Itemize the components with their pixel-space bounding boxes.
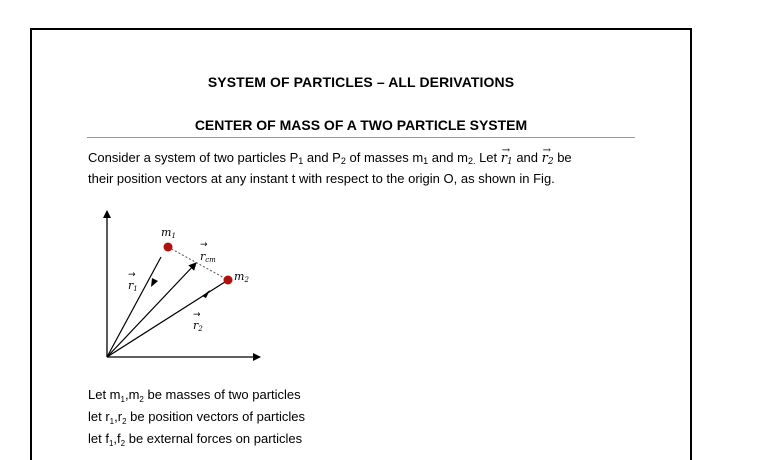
intro-line-2: their position vectors at any instant t with respect to the origin O, as shown in Fig.: [88, 171, 555, 186]
list-item: let $r_1,r_2$ be position vectors of particles: [88, 409, 306, 426]
label-r2: r2: [193, 319, 203, 333]
label-rcm: rcm: [200, 250, 216, 264]
vector-r1: → $r_1$: [500, 145, 513, 167]
list-item: let $f_1,f_2$ be external forces on particles: [88, 431, 303, 448]
r2-arrowhead: [202, 290, 210, 298]
list-item: Let $m_1,m_2$ be masses of two particles: [88, 387, 301, 404]
rcm-vector: [107, 263, 196, 357]
r1-arrowhead: [151, 278, 158, 287]
rcm-arrow-glyph: →: [200, 240, 208, 250]
label-m2: m2: [234, 270, 249, 284]
r1-arrow-glyph: →: [128, 270, 136, 280]
m1-m2-dotted-line: [168, 247, 228, 280]
r2-vector: [107, 280, 228, 357]
section-title: CENTER OF MASS OF A TWO PARTICLE SYSTEM: [194, 117, 528, 133]
document-page: [30, 28, 692, 460]
particle-m2: [224, 276, 233, 285]
intro-paragraph: [88, 145, 648, 189]
section-divider: [87, 137, 635, 138]
label-r1: r1: [128, 279, 138, 293]
document-title: SYSTEM OF PARTICLES – ALL DERIVATIONS: [207, 74, 515, 90]
definition-list: [88, 384, 488, 450]
label-m1: m1: [161, 226, 176, 240]
particle-m1: [164, 243, 173, 252]
intro-line-1: Consider a system of two particles $P_1$ and $P_2$ of masses $m_1$ and $m_{2.}$ Let → $r_1$ and → $r_2$ be: [88, 145, 572, 167]
vector-r2: → $r_2$: [541, 145, 554, 167]
r2-arrow-glyph: →: [193, 310, 201, 320]
center-of-mass-figure: [94, 203, 294, 363]
